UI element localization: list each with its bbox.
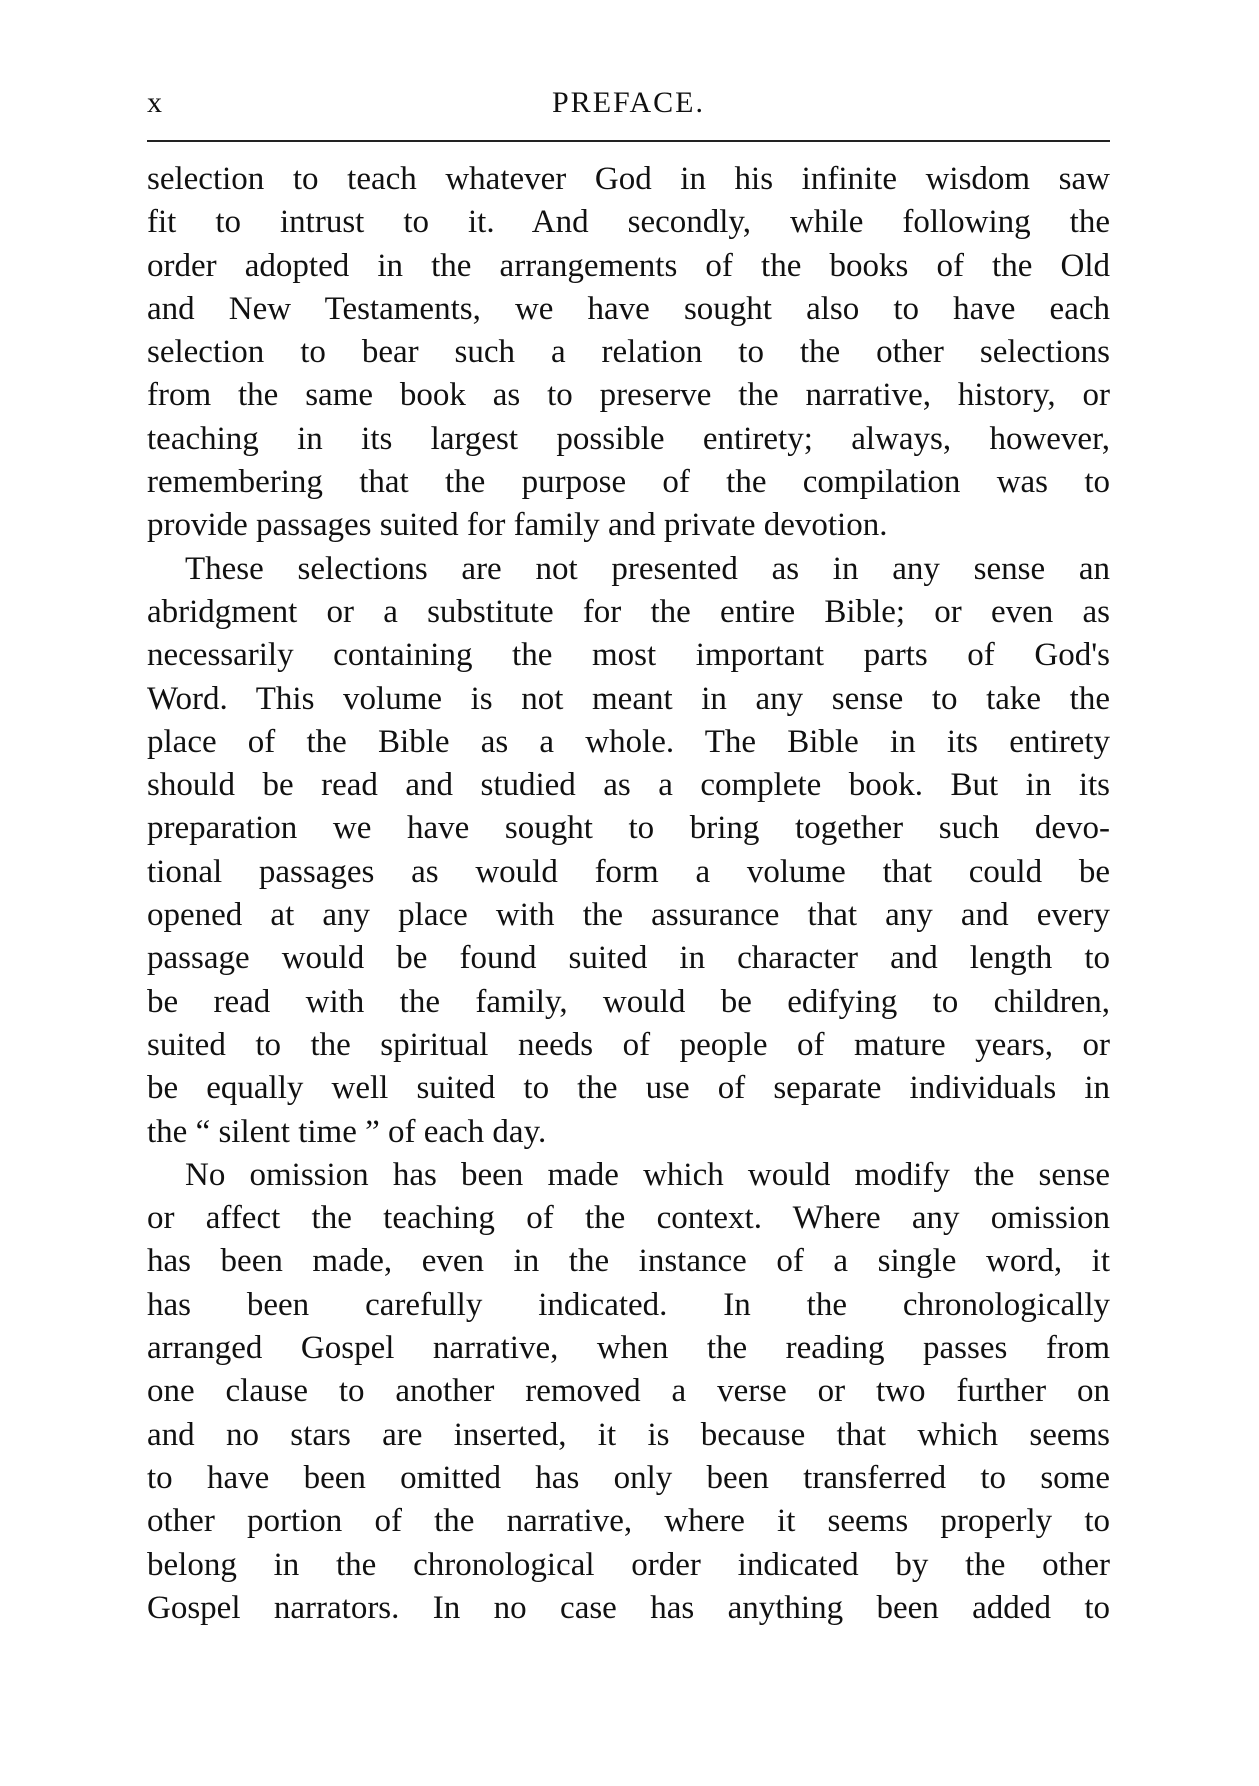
text-line: abridgment or a substitute for the entire Bible; or even as	[147, 593, 1110, 630]
text-line: order adopted in the arrangements of the books of the Old	[147, 247, 1110, 284]
header-rule	[147, 140, 1110, 142]
text-line: to have been omitted has only been transferred to some	[147, 1459, 1110, 1496]
text-line: remembering that the purpose of the compilation was to	[147, 464, 1110, 501]
text-line: passage would be found suited in character and length to	[147, 940, 1110, 977]
text-line: from the same book as to preserve the narrative, history, or	[147, 377, 1110, 414]
text-line: fit to intrust to it. And secondly, while following the	[147, 204, 1110, 241]
text-line: arranged Gospel narrative, when the reading passes from	[147, 1330, 1110, 1367]
text-line: be read with the family, would be edifying to children,	[147, 983, 1110, 1020]
running-title: PREFACE.	[552, 86, 705, 119]
text-line: should be read and studied as a complete book. But in its	[147, 767, 1110, 804]
text-line: Gospel narrators. In no case has anything been added to	[147, 1589, 1110, 1626]
text-line: be equally well suited to the use of separate individuals in	[147, 1070, 1110, 1107]
text-line: These selections are not presented as in any sense an	[185, 550, 1110, 587]
text-line: selection to bear such a relation to the other selections	[147, 334, 1110, 371]
paragraph-1	[147, 158, 1110, 548]
text-line: place of the Bible as a whole. The Bible in its entirety	[147, 723, 1110, 760]
text-line: has been carefully indicated. In the chronologically	[147, 1286, 1110, 1323]
text-line: one clause to another removed a verse or two further on	[147, 1373, 1110, 1410]
text-line: selection to teach whatever God in his infinite wisdom saw	[147, 161, 1110, 197]
text-line: provide passages suited for family and private devotion.	[147, 507, 888, 544]
text-line: Word. This volume is not meant in any sense to take the	[147, 680, 1110, 717]
paragraph-3	[147, 1154, 1110, 1630]
text-line: and no stars are inserted, it is because that which seems	[147, 1416, 1110, 1453]
text-line: teaching in its largest possible entirety; always, however,	[147, 420, 1110, 457]
page-number: x	[147, 86, 163, 119]
text-line: suited to the spiritual needs of people of mature years, or	[147, 1026, 1110, 1063]
text-line: necessarily containing the most important parts of God's	[147, 637, 1110, 674]
text-line: or affect the teaching of the context. Where any omission	[147, 1200, 1110, 1237]
text-line: tional passages as would form a volume that could be	[147, 853, 1110, 890]
paragraph-2	[147, 548, 1110, 1154]
text-line: No omission has been made which would modify the sense	[185, 1156, 1110, 1193]
running-head	[147, 86, 1110, 126]
text-line: other portion of the narrative, where it seems properly to	[147, 1503, 1110, 1540]
text-line: belong in the chronological order indicated by the other	[147, 1546, 1110, 1583]
text-line: has been made, even in the instance of a single word, it	[147, 1243, 1110, 1280]
text-line: and New Testaments, we have sought also to have each	[147, 290, 1110, 327]
text-line: the “ silent time ” of each day.	[147, 1113, 547, 1150]
text-line: opened at any place with the assurance that any and every	[147, 897, 1110, 934]
body-text	[147, 158, 1110, 1630]
text-line: preparation we have sought to bring together such devo-	[147, 810, 1110, 847]
